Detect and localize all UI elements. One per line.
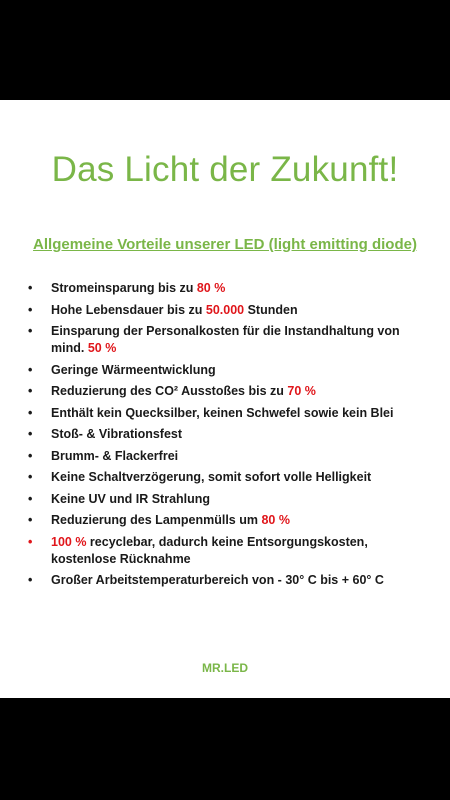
list-item: • Reduzierung des Lampenmülls um 80 % [28,513,290,527]
bullet-icon: • [28,573,33,587]
bullet-icon: • [28,324,33,338]
list-item: • 100 % recyclebar, dadurch keine Entsorgungskosten, kostenlose Rücknahme [28,534,368,566]
brand-footer: MR.LED [202,661,248,675]
bullet-icon: • [28,534,33,549]
bullet-icon: • [28,448,33,463]
list-item: • Hohe Lebensdauer bis zu 50.000 Stunden [28,302,298,317]
document-page [0,100,450,698]
list-item: • Keine UV und IR Strahlung [28,491,211,506]
list-item: • Enthält kein Quecksilber, keinen Schwefel sowie kein Blei [28,405,394,420]
list-item: • Stoß- & Vibrationsfest [28,427,183,441]
bullet-icon: • [28,384,33,398]
bullet-icon: • [28,405,33,420]
list-item: • Geringe Wärmeentwicklung [28,362,216,377]
page-subtitle: Allgemeine Vorteile unserer LED (light emitting diode) [33,236,417,253]
bullet-icon: • [28,362,33,377]
bullet-icon: • [28,470,33,484]
bullet-icon: • [28,427,33,441]
bullet-icon: • [28,491,33,506]
list-item: • Brumm- & Flackerfrei [28,448,179,463]
list-item: • Reduzierung des CO² Ausstoßes bis zu 70 % [28,384,316,398]
list-item: • Stromeinsparung bis zu 80 % [28,281,226,295]
bullet-icon: • [28,302,33,317]
bullet-icon: • [28,281,33,295]
list-item: • Großer Arbeitstemperaturbereich von - 30° C bis + 60° C [28,573,384,587]
page-title: Das Licht der Zukunft! [51,150,399,189]
advantages-list [28,280,428,594]
list-item: • Einsparung der Personalkosten für die Instandhaltung von mind. 50 % [28,324,400,355]
list-item: • Keine Schaltverzögerung, somit sofort volle Helligkeit [28,470,372,484]
bullet-icon: • [28,513,33,527]
